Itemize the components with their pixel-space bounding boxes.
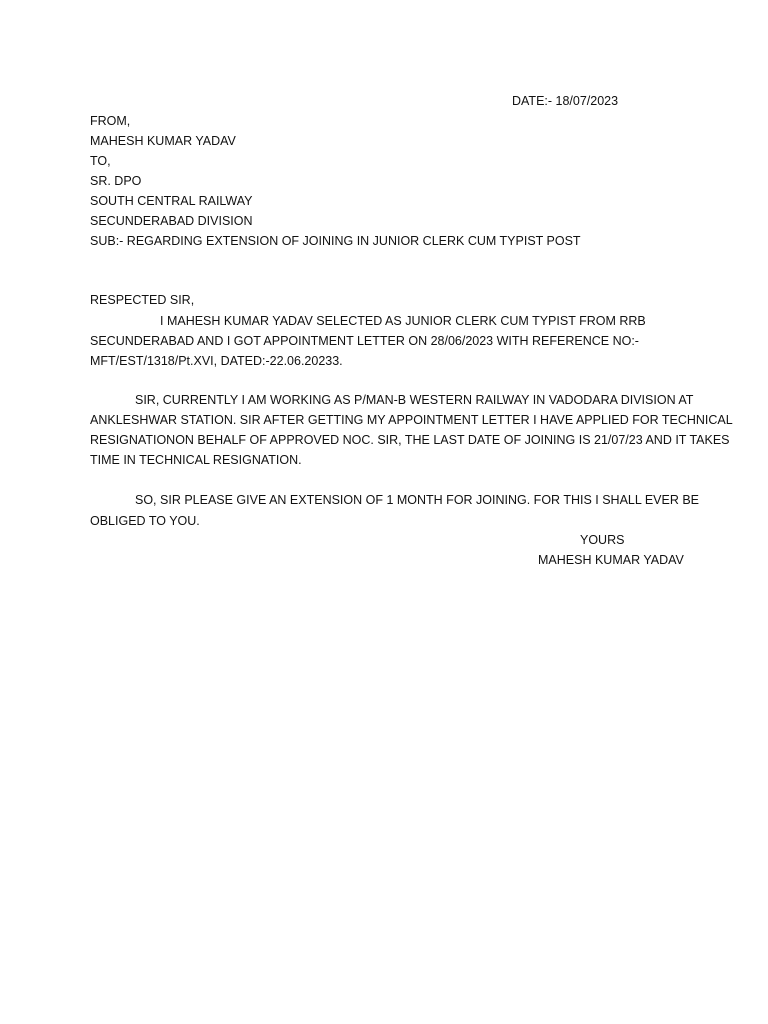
paragraph-1-line-3: MFT/EST/1318/Pt.XVI, DATED:-22.06.20233. [90,354,343,368]
recipient-organization: SOUTH CENTRAL RAILWAY [90,194,253,208]
paragraph-2-line-3: RESIGNATIONON BEHALF OF APPROVED NOC. SIR, THE LAST DATE OF JOINING IS 21/07/23 AND IT TAKES [90,433,730,447]
from-label: FROM, [90,114,131,128]
letter-subject: SUB:- REGARDING EXTENSION OF JOINING IN JUNIOR CLERK CUM TYPIST POST [90,234,581,248]
signature-name: MAHESH KUMAR YADAV [538,553,684,567]
paragraph-2-line-1 [90,390,693,410]
recipient-title: SR. DPO [90,174,142,188]
paragraph-3-line-2: OBLIGED TO YOU. [90,514,200,528]
paragraph-2-line-4: TIME IN TECHNICAL RESIGNATION. [90,453,302,467]
paragraph-3-line-1-text: SO, SIR PLEASE GIVE AN EXTENSION OF 1 MONTH FOR JOINING. FOR THIS I SHALL EVER BE [135,493,700,507]
paragraph-1-line-1-text: I MAHESH KUMAR YADAV SELECTED AS JUNIOR CLERK CUM TYPIST FROM RRB [160,314,646,328]
closing: YOURS [580,533,625,547]
paragraph-2-line-2: ANKLESHWAR STATION. SIR AFTER GETTING MY APPOINTMENT LETTER I HAVE APPLIED FOR TECHNICAL [90,413,733,427]
salutation: RESPECTED SIR, [90,293,195,307]
sender-name: MAHESH KUMAR YADAV [90,134,236,148]
letter-date: DATE:- 18/07/2023 [512,94,619,108]
paragraph-1-line-1 [90,311,646,331]
paragraph-2-line-1-text: SIR, CURRENTLY I AM WORKING AS P/MAN-B WESTERN RAILWAY IN VADODARA DIVISION AT [135,393,694,407]
recipient-division: SECUNDERABAD DIVISION [90,214,253,228]
paragraph-3-line-1 [90,490,699,510]
paragraph-1-line-2: SECUNDERABAD AND I GOT APPOINTMENT LETTER ON 28/06/2023 WITH REFERENCE NO:- [90,334,639,348]
to-label: TO, [90,154,111,168]
